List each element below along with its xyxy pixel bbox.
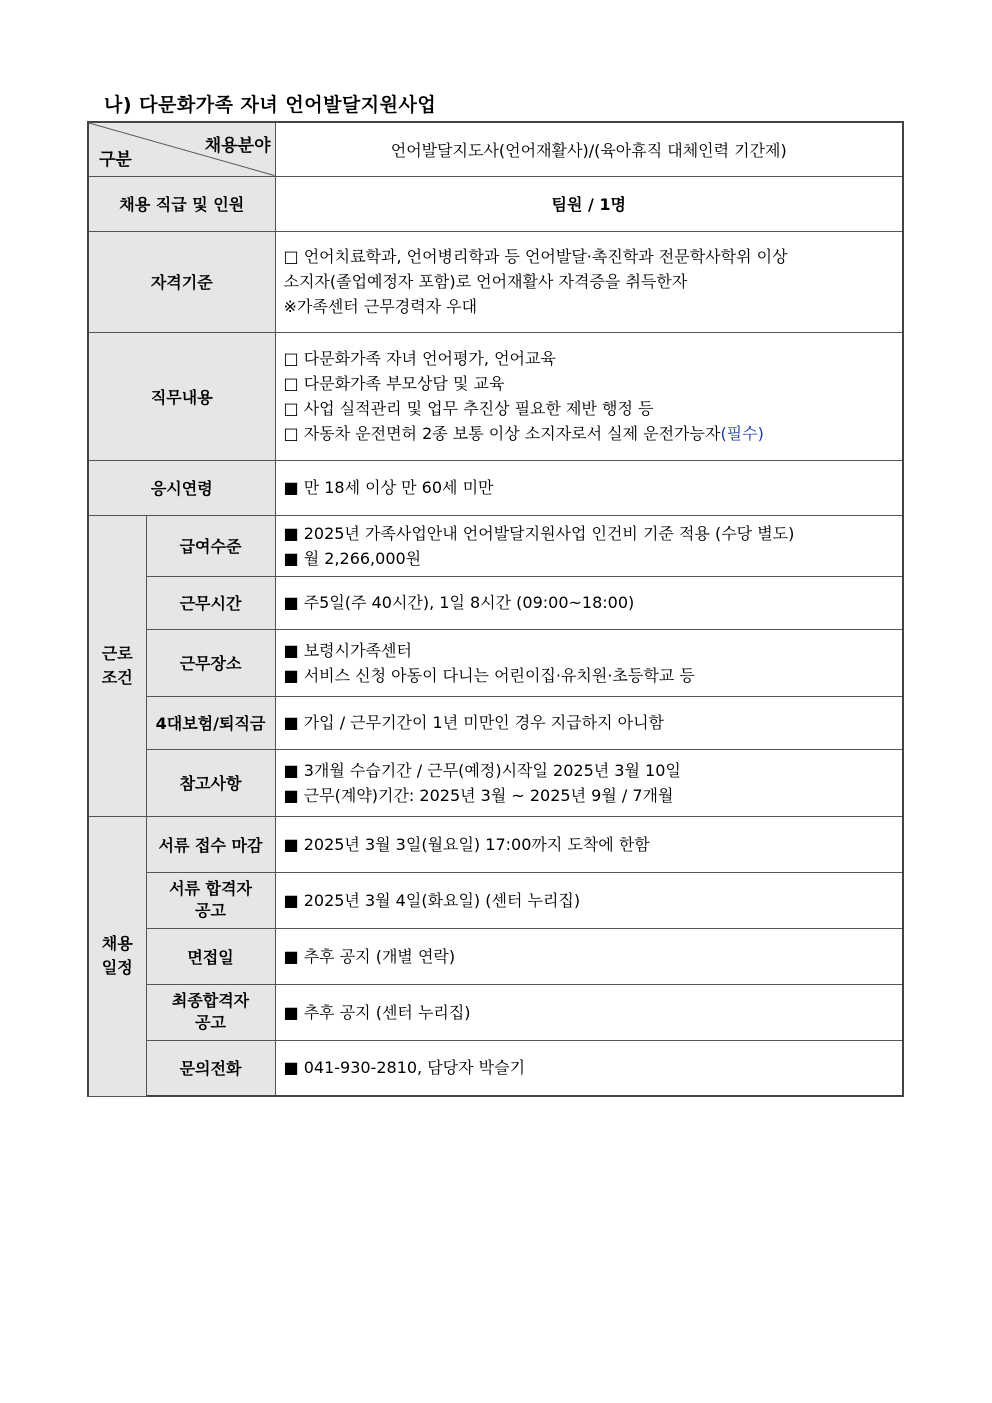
duties-line: □ 다문화가족 자녀 언어평가, 언어교육 — [283, 349, 556, 368]
notes-label: 참고사항 — [146, 749, 275, 816]
place-label: 근무장소 — [146, 629, 275, 696]
corner-top-label: 채용분야 — [204, 136, 271, 156]
place-line: ■ 보령시가족센터 — [283, 640, 412, 660]
age-label: 응시연령 — [88, 460, 275, 515]
position-row — [88, 176, 903, 231]
schedule-group-label — [88, 816, 146, 1096]
recruitment-table — [87, 121, 904, 1097]
page-title: 나) 다문화가족 자녀 언어발달지원사업 — [104, 94, 437, 116]
doc-pass-value: ■ 2025년 3월 4일(화요일) (센터 누리집) — [275, 872, 903, 928]
place-row — [88, 629, 903, 696]
final-pass-label-line: 공고 — [195, 1013, 226, 1032]
contact-value: ■ 041-930-2810, 담당자 박슬기 — [275, 1040, 903, 1096]
duties-line: □ 다문화가족 부모상담 및 교육 — [283, 374, 505, 393]
qualification-line: □ 언어치료학과, 언어병리학과 등 언어발달·촉진학과 전문학사학위 이상 — [283, 247, 788, 266]
insurance-label: 4대보험/퇴직금 — [146, 696, 275, 749]
required-note: (필수) — [720, 424, 764, 443]
hours-row — [88, 576, 903, 629]
insurance-value: ■ 가입 / 근무기간이 1년 미만인 경우 지급하지 아니함 — [275, 696, 903, 749]
doc-pass-row — [88, 872, 903, 928]
salary-line: ■ 2025년 가족사업안내 언어발달지원사업 인건비 기준 적용 (수당 별도) — [283, 523, 795, 543]
duties-line — [284, 421, 903, 446]
hours-value: ■ 주5일(주 40시간), 1일 8시간 (09:00~18:00) — [275, 576, 903, 629]
duties-row — [88, 332, 903, 460]
insurance-row — [88, 696, 903, 749]
deadline-label: 서류 접수 마감 — [146, 816, 275, 872]
hours-label: 근무시간 — [146, 576, 275, 629]
final-pass-row — [88, 984, 903, 1040]
notes-content — [275, 749, 903, 816]
header-row — [88, 122, 903, 176]
work-conditions-group-label — [88, 515, 146, 816]
doc-pass-label-line: 공고 — [195, 901, 226, 920]
salary-row — [88, 515, 903, 576]
corner-bottom-label: 구분 — [99, 149, 132, 170]
position-value: 팀원 / 1명 — [275, 176, 903, 231]
group-label-line: 일정 — [101, 958, 133, 977]
salary-label: 급여수준 — [146, 515, 275, 576]
field-value: 언어발달지도사(언어재활사)/(육아휴직 대체인력 기간제) — [275, 122, 903, 176]
group-label-line: 조건 — [101, 667, 133, 687]
notes-line: ■ 3개월 수습기간 / 근무(예정)시작일 2025년 3월 10일 — [283, 760, 681, 780]
qualification-row — [88, 231, 903, 332]
qualification-line: ※가족센터 근무경력자 우대 — [283, 297, 478, 316]
contact-row — [88, 1040, 903, 1096]
group-label-line: 근로 — [101, 643, 133, 663]
qualification-content — [275, 231, 903, 332]
place-line: ■ 서비스 신청 아동이 다니는 어린이집·유치원·초등학교 등 — [283, 665, 695, 685]
salary-content — [275, 515, 903, 576]
group-label-line: 채용 — [101, 934, 133, 953]
notes-line: ■ 근무(계약)기간: 2025년 3월 ~ 2025년 9월 / 7개월 — [283, 785, 674, 805]
doc-pass-label — [146, 872, 275, 928]
final-pass-label-line: 최종합격자 — [171, 991, 250, 1011]
interview-value: ■ 추후 공지 (개별 연락) — [275, 928, 903, 984]
final-pass-label — [146, 984, 275, 1040]
duties-content — [275, 332, 903, 460]
age-value: ■ 만 18세 이상 만 60세 미만 — [275, 460, 903, 515]
notes-row — [88, 749, 903, 816]
corner-header-cell — [88, 122, 275, 176]
deadline-row — [88, 816, 903, 872]
salary-line: ■ 월 2,266,000원 — [283, 548, 422, 568]
interview-row — [88, 928, 903, 984]
doc-pass-label-line: 서류 합격자 — [169, 879, 252, 899]
qualification-label: 자격기준 — [88, 231, 275, 332]
age-row — [88, 460, 903, 515]
place-content — [275, 629, 903, 696]
final-pass-value: ■ 추후 공지 (센터 누리집) — [275, 984, 903, 1040]
duties-label: 직무내용 — [88, 332, 275, 460]
contact-label: 문의전화 — [146, 1040, 275, 1096]
position-label: 채용 직급 및 인원 — [88, 176, 275, 231]
qualification-line: 소지자(졸업예정자 포함)로 언어재활사 자격증을 취득한자 — [283, 272, 688, 291]
interview-label: 면접일 — [146, 928, 275, 984]
deadline-value: ■ 2025년 3월 3일(월요일) 17:00까지 도착에 한함 — [275, 816, 903, 872]
duties-last-line: □ 자동차 운전면허 2종 보통 이상 소지자로서 실제 운전가능자 — [283, 424, 721, 443]
duties-line: □ 사업 실적관리 및 업무 추진상 필요한 제반 행정 등 — [283, 399, 654, 418]
